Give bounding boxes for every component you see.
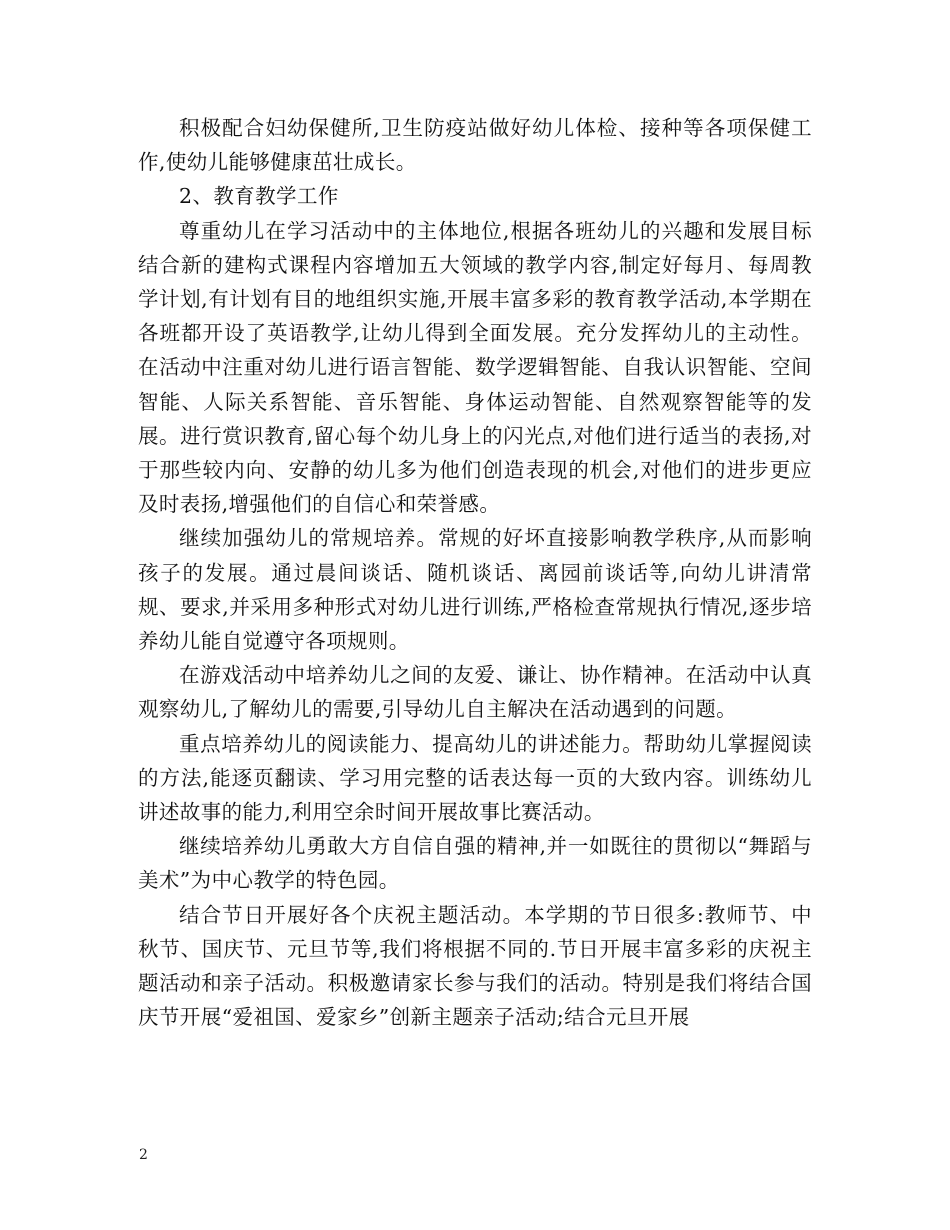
paragraph-health-cooperation: 积极配合妇幼保健所,卫生防疫站做好幼儿体检、接种等各项保健工作,使幼儿能够健康茁壮成长。 <box>138 116 812 175</box>
paragraph-confidence-spirit: 继续培养幼儿勇敢大方自信自强的精神,并一如既往的贯彻以“舞蹈与美术”为中心教学的特色园。 <box>138 834 812 893</box>
paragraph-routine-training: 继续加强幼儿的常规培养。常规的好坏直接影响教学秩序,从而影响孩子的发展。通过晨间谈话、随机谈话、离园前谈话等,向幼儿讲清常规、要求,并采用多种形式对幼儿进行训练,严格检查常规执行情况,逐步培养幼儿能自觉遵守各项规则。 <box>138 526 812 654</box>
paragraph-reading-ability: 重点培养幼儿的阅读能力、提高幼儿的讲述能力。帮助幼儿掌握阅读的方法,能逐页翻读、学习用完整的话表达每一页的大致内容。训练幼儿讲述故事的能力,利用空余时间开展故事比赛活动。 <box>138 731 812 825</box>
paragraph-holiday-activities: 结合节日开展好各个庆祝主题活动。本学期的节日很多:教师节、中秋节、国庆节、元旦节等,我们将根据不同的.节日开展丰富多彩的庆祝主题活动和亲子活动。积极邀请家长参与我们的活动。特别是我们将结合国庆节开展“爱祖国、爱家乡”创新主题亲子活动;结合元旦开展 <box>138 902 812 1030</box>
page-number: 2 <box>139 1147 148 1163</box>
paragraph-game-activities: 在游戏活动中培养幼儿之间的友爱、谦让、协作精神。在活动中认真观察幼儿,了解幼儿的需要,引导幼儿自主解决在活动遇到的问题。 <box>138 663 812 722</box>
document-body <box>138 111 812 1034</box>
paragraph-respect-children: 尊重幼儿在学习活动中的主体地位,根据各班幼儿的兴趣和发展目标结合新的建构式课程内容增加五大领域的教学内容,制定好每月、每周教学计划,有计划有目的地组织实施,开展丰富多彩的教育教学活动,本学期在各班都开设了英语教学,让幼儿得到全面发展。充分发挥幼儿的主动性。在活动中注重对幼儿进行语言智能、数学逻辑智能、自我认识智能、空间智能、人际关系智能、音乐智能、身体运动智能、自然观察智能等的发展。进行赏识教育,留心每个幼儿身上的闪光点,对他们进行适当的表扬,对于那些较内向、安静的幼儿多为他们创造表现的机会,对他们的进步更应及时表扬,增强他们的自信心和荣誉感。 <box>138 218 812 517</box>
section-heading-teaching: 2、教育教学工作 <box>179 184 339 209</box>
